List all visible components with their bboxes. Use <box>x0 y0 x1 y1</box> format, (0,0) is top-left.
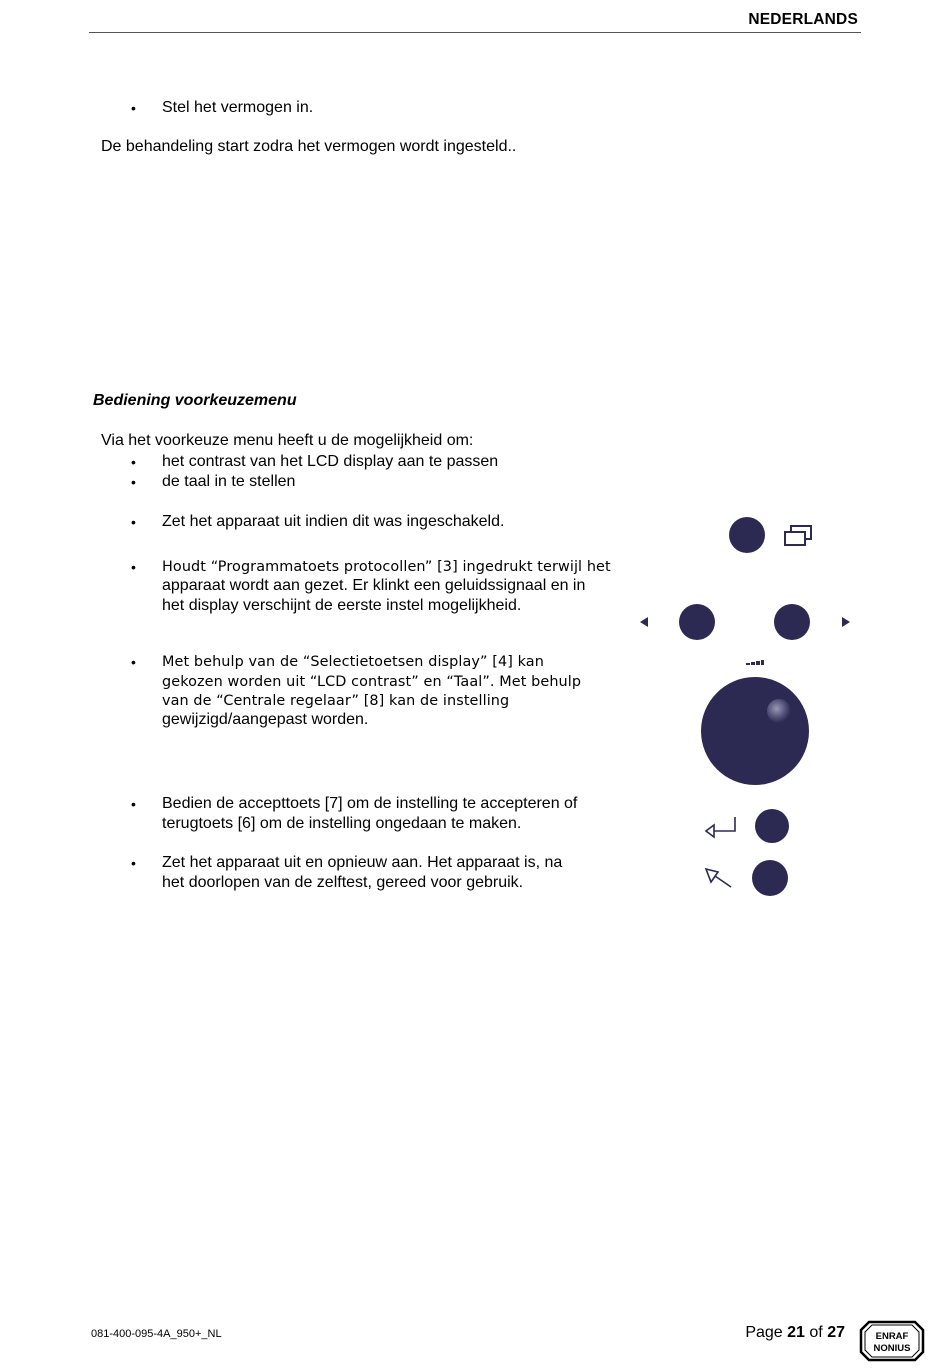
step-line: Bedien de accepttoets [7] om de instelling te accepteren of <box>162 795 578 812</box>
central-control-knob[interactable] <box>701 677 809 785</box>
arrow-right-icon <box>842 617 850 627</box>
bullet-icon: • <box>131 559 136 575</box>
page-header-language: NEDERLANDS <box>748 11 858 28</box>
bullet-icon: • <box>131 514 136 530</box>
enraf-nonius-logo <box>859 1316 925 1366</box>
step-line: Zet het apparaat uit en opnieuw aan. Het apparaat is, na <box>162 854 563 871</box>
step-line: Zet het apparaat uit indien dit was ingeschakeld. <box>162 513 505 530</box>
bullet-icon: • <box>131 454 136 470</box>
bullet-icon: • <box>131 855 136 871</box>
step-line: Houdt “Programmatoets protocollen” [3] ingedrukt terwijl het <box>162 559 611 575</box>
step-line: het doorlopen van de zelftest, gereed voor gebruik. <box>162 874 524 891</box>
svg-text:ENRAF: ENRAF <box>875 1331 909 1342</box>
step-line: Met behulp van de “Selectietoetsen display” [4] kan <box>162 654 544 670</box>
svg-text:NONIUS: NONIUS <box>873 1343 911 1354</box>
step-line: van de “Centrale regelaar” [8] kan de instelling <box>162 693 510 709</box>
document-code: 081-400-095-4A_950+_NL <box>91 1328 222 1340</box>
bullet-icon: • <box>131 100 136 116</box>
stacked-windows-icon <box>785 526 811 545</box>
arrow-left-icon <box>640 617 648 627</box>
bullet-icon: • <box>131 796 136 812</box>
option-item: het contrast van het LCD display aan te passen <box>162 453 499 470</box>
page-current: 21 <box>787 1324 805 1341</box>
back-button[interactable] <box>752 860 788 896</box>
step-line: gewijzigd/aangepast worden. <box>162 711 369 728</box>
step-line: apparaat wordt aan gezet. Er klinkt een geluidssignaal en in <box>162 577 586 594</box>
section-heading: Bediening voorkeuzemenu <box>93 392 297 409</box>
enter-arrow-icon <box>706 817 735 837</box>
knob-position-marker <box>767 699 791 723</box>
step-line: het display verschijnt de eerste instel mogelijkheid. <box>162 597 522 614</box>
bullet-icon: • <box>131 654 136 670</box>
level-indicator-icon <box>746 660 764 665</box>
select-right-button[interactable] <box>774 604 810 640</box>
step-line: gekozen worden uit “LCD contrast” en “Taal”. Met behulp <box>162 674 582 690</box>
page-number <box>745 1324 845 1342</box>
section-intro: Via het voorkeuze menu heeft u de mogelijkheid om: <box>101 432 474 449</box>
option-item: de taal in te stellen <box>162 473 296 490</box>
header-divider <box>89 32 861 33</box>
protocol-program-button[interactable] <box>729 517 765 553</box>
step-line: terugtoets [6] om de instelling ongedaan te maken. <box>162 815 522 832</box>
instruction-set-power: Stel het vermogen in. <box>162 99 314 116</box>
select-left-button[interactable] <box>679 604 715 640</box>
treatment-start-note: De behandeling start zodra het vermogen wordt ingesteld.. <box>101 138 517 155</box>
accept-button[interactable] <box>755 809 789 843</box>
page-of: of <box>809 1324 823 1341</box>
back-arrow-icon <box>706 869 731 887</box>
bullet-icon: • <box>131 474 136 490</box>
page-total: 27 <box>827 1324 845 1341</box>
page-prefix: Page <box>745 1324 783 1341</box>
control-panel-illustration <box>632 510 864 910</box>
